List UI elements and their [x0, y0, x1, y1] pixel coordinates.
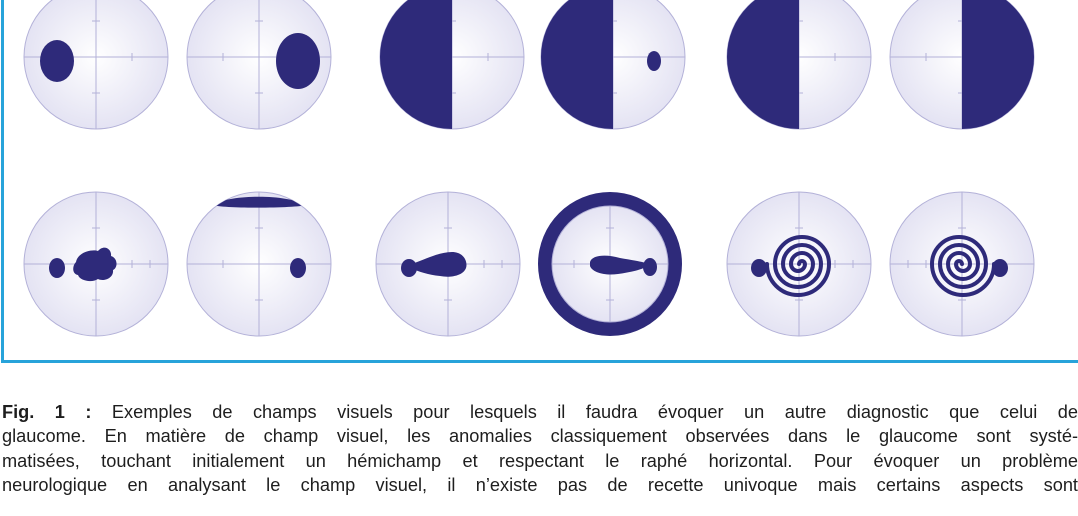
visual-field-r2c4: [538, 192, 682, 336]
visual-field-r2c1: [24, 192, 168, 336]
caption-line-4: neurologique en analysant le champ visuel, il n’existe pas de recette univoque mais certains aspects sont: [2, 474, 1078, 495]
figure-caption: [2, 400, 1078, 497]
caption-line-1: [2, 400, 1078, 424]
superior-arc-defect: [212, 197, 305, 208]
visual-field-r1c3: [380, 0, 524, 129]
visual-field-r1c2: [187, 0, 331, 129]
hemifield-defect: [380, 0, 452, 129]
visual-field-r2c2: [187, 192, 331, 336]
caption-label: Fig. 1 :: [2, 402, 92, 422]
hemifield-defect: [727, 0, 799, 129]
visual-field-r1c4: [541, 0, 685, 129]
visual-field-r2c5: [727, 192, 871, 336]
blind-spot: [992, 259, 1008, 277]
blind-spot: [647, 51, 661, 71]
scotoma: [276, 33, 320, 89]
hemifield-defect: [541, 0, 613, 129]
visual-field-r2c6: [890, 192, 1034, 336]
visual-field-r1c6: [890, 0, 1034, 129]
blind-spot: [49, 258, 65, 278]
caption-line-3: matisées, touchant initialement un hémichamp et respectant le raphé horizontal. Pour évoquer un problème: [2, 450, 1078, 471]
visual-field-r1c5: [727, 0, 871, 129]
blind-spot: [751, 259, 767, 277]
visual-field-r1c1: [24, 0, 168, 129]
blind-spot: [643, 258, 657, 276]
scotoma: [40, 40, 74, 82]
visual-field-r2c3: [376, 192, 520, 336]
hemifield-defect: [962, 0, 1034, 129]
caption-line-2: glaucome. En matière de champ visuel, les anomalies classiquement observées dans le glaucome sont systé-: [2, 426, 1078, 447]
caption-line-1-text: Exemples de champs visuels pour lesquels il faudra évoquer un autre diagnostic que celui de: [91, 402, 1078, 422]
blind-spot: [290, 258, 306, 278]
